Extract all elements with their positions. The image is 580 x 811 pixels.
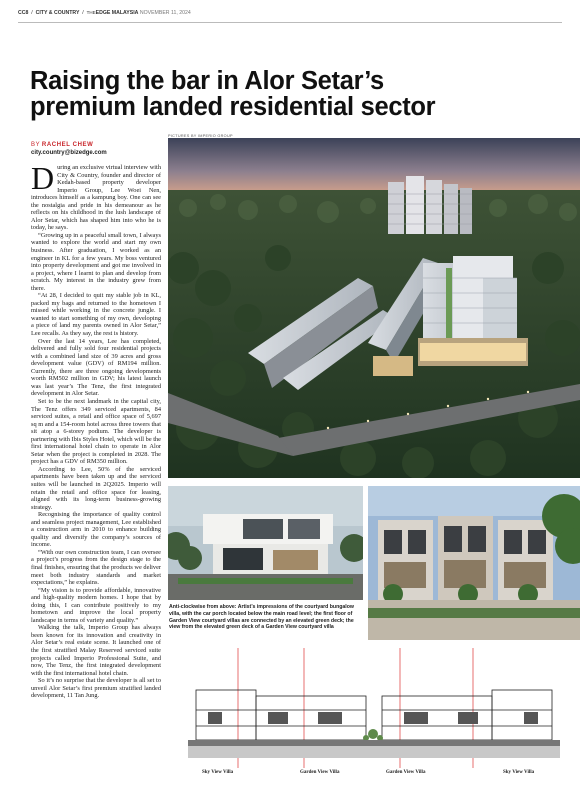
lead-paragraph: uring an exclusive virtual interview with City & Country, founder and director of Kedah-based property developer Imperio Group, Lee Woei Nen, introduces himself as a kampung boy. One can see the nostalgia and pride in his demeanour as he reflects on his childhood in the lush landscape of Alor Setar, which has shaped him into who he is today, he says.	[31, 164, 161, 232]
body-paragraph: Set to be the next landmark in the capital city, The Tenz offers 349 serviced apartments, 84 serviced suites, a retail and office space of 5,697 sq m and a 154-room hotel across three towers that sit atop a 6-storey podium. The developer is partnering with Ibis Styles Hotel, which will be the first international hotel chain to operate in Alor Setar when the project is completed in 2028. The project has a GDV of RM350 million.	[31, 397, 161, 466]
running-header: CC8 / CITY & COUNTRY / THEEDGE MALAYSIA NOVEMBER 11, 2024	[18, 10, 191, 16]
byline	[31, 142, 107, 156]
body-paragraph: Recognising the importance of quality control and seamless project management, Lee established a construction arm in 2010 to enhance building quality and diversify the company’s sources of income.	[31, 511, 161, 549]
headline	[30, 68, 490, 120]
body-paragraph: “My vision is to provide affordable, innovative and high-quality modern homes. I hope that by doing this, I can contribute positively to my hometown and improve the local property landscape in terms of variety and quality.”	[31, 586, 161, 624]
issue-date: NOVEMBER 11, 2024	[139, 10, 191, 16]
drop-cap: D	[31, 164, 55, 196]
body-paragraph: So it’s no surprise that the developer is all set to unveil Alor Setar’s first premium stratified landed development, 11 Tan Jung.	[31, 677, 161, 700]
brand-prefix: THE	[86, 10, 96, 15]
body-paragraph: Walking the talk, Imperio Group has always been known for its innovation and creativity in Alor Setar’s real estate scene. It launched one of the first stratified Malay Reserved serviced suite projects called Imperio Professional Suite, and now, The Tenz, the first integrated development with the first international hotel chain.	[31, 624, 161, 677]
body-paragraph: According to Lee, 50% of the serviced apartments have been taken up and the serviced suites will be launched in 2Q2025. Imperio will retain the retail and office space for leasing, aligned with its long-term business-growing strategy.	[31, 465, 161, 511]
photo-credit: PICTURES BY IMPERIO GROUP	[168, 134, 233, 138]
section-name: CITY & COUNTRY	[35, 10, 80, 16]
section-label-garden-view-left: Garden View Villa	[300, 770, 340, 775]
section-label-sky-view-right: Sky View Villa	[503, 770, 535, 775]
body-paragraph: “With our own construction team, I can oversee a project’s progress from the design stage to the final finishes, ensuring that the products we deliver meet both industry standards and market expectations,” he explains.	[31, 548, 161, 587]
aerial-render-image	[168, 138, 580, 478]
body-paragraph: “At 28, I decided to quit my stable job in KL, packed my bags and returned to the hometown I missed while working in the concrete jungle. I wanted to start something of my own, developing a piece of land my parents owned in Alor Setar,” Lee recalls. As they say, the rest is history.	[31, 292, 161, 338]
photo-caption: Anti-clockwise from above: Artist’s impressions of the courtyard bungalow villa, with the car porch located below the main road level; the first floor of Garden View courtyard villas are connected by an elevated green deck; the view from the elevated green deck of a Garden View courtyard villa	[169, 604, 354, 631]
body-paragraph: “Growing up in a peaceful small town, I always wanted to explore the world and start my own business. After graduation, I worked as an engineer in KL for a few years. My boss ventured into property development and got me involved in a project, where I learnt to plan and develop from scratch. My interest in the industry grew from there.	[31, 231, 161, 292]
headline-line-1: Raising the bar in Alor Setar’s	[30, 67, 384, 95]
body-paragraph: Over the last 14 years, Lee has completed, delivered and fully sold four residential projects with a combined land size of 39 acres and gross development value (GDV) of RM194 million. Currently, there are three ongoing developments worth RM502 million in GDV; his latest launch was last year’s The Tenz, the first integrated development in Alor Setar.	[31, 337, 161, 398]
article-body	[31, 164, 161, 799]
garden-view-villa-image	[368, 486, 580, 640]
section-label-garden-view-right: Garden View Villa	[386, 770, 426, 775]
courtyard-bungalow-image	[168, 486, 363, 600]
page-number: CC8	[18, 10, 29, 16]
headline-line-2: premium landed residential sector	[30, 93, 436, 121]
lead-paragraph-wrap	[31, 164, 161, 232]
byline-prefix: BY	[31, 142, 41, 148]
author-name: RACHEL CHEW	[41, 142, 94, 148]
brand-name: EDGE MALAYSIA	[95, 10, 139, 16]
villa-section-drawing	[168, 648, 580, 798]
header-rule	[18, 22, 562, 23]
author-email: city.country@bizedge.com	[31, 150, 107, 156]
section-label-sky-view-left: Sky View Villa	[202, 770, 234, 775]
